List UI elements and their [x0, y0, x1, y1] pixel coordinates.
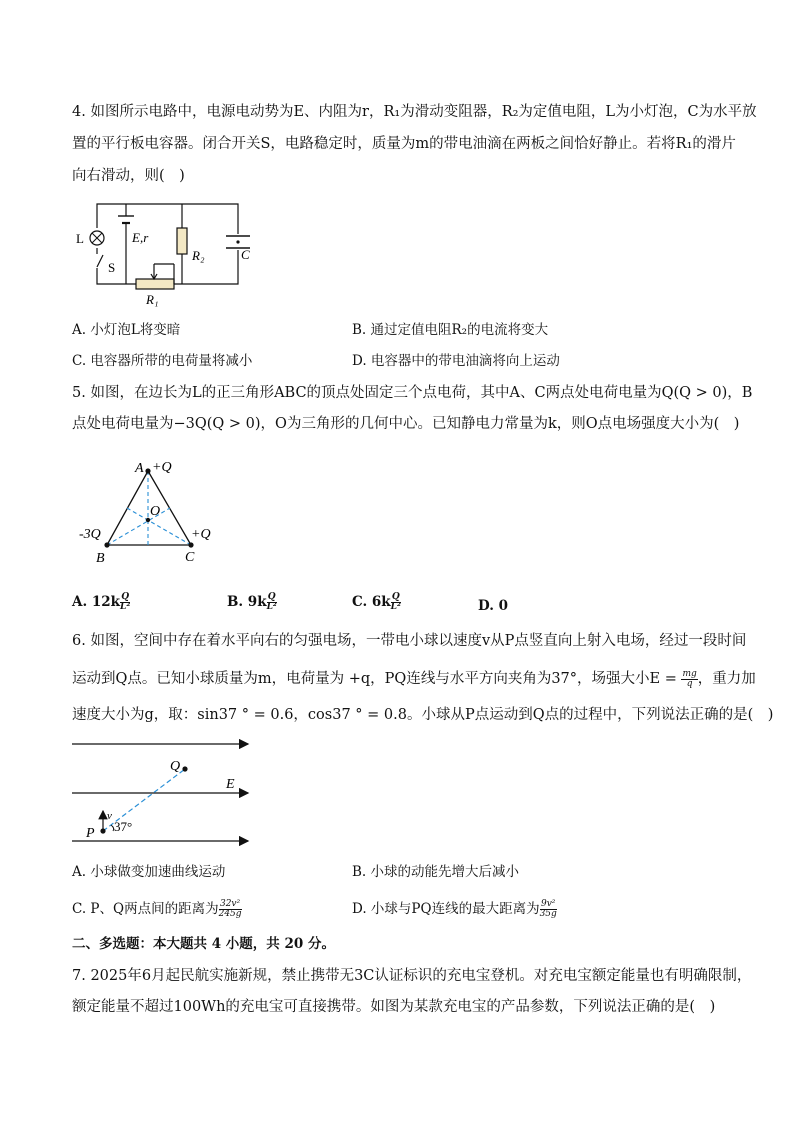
q5-option-a-text: A. 12k: [72, 594, 121, 610]
label-Er: E,r: [132, 230, 149, 245]
fraction-mg-over-q: $\frac{mg}{q}$: [682, 668, 697, 689]
label-S: S: [108, 260, 116, 275]
q4-line-3: 向右滑动，则( ): [72, 168, 185, 184]
q6-line-1: 6. 如图，空间中存在着水平向右的匀强电场，一带电小球以速度v从P点竖直向上射入电场，经过一段时间: [72, 633, 747, 649]
q5-line-1: 5. 如图，在边长为L的正三角形ABC的顶点处固定三个点电荷，其中A、C两点处电荷电量为Q(Q > 0)，B: [72, 385, 753, 401]
electric-field-diagram: [68, 735, 258, 847]
fraction-q-over-l2: $\frac{Q}{\text{L²}}$: [390, 592, 401, 612]
label-B: B: [96, 551, 105, 566]
label-O: O: [150, 504, 161, 519]
q7-line-2: 额定能量不超过100Wh的充电宝可直接携带。如图为某款充电宝的产品参数，下列说法正确的是( ): [72, 999, 716, 1015]
q4-option-b: B. 通过定值电阻R₂的电流将变大: [352, 322, 549, 338]
fraction-32v2-over-245g: $\frac{\text{32v²}}{245g}$: [218, 899, 242, 919]
label-L: L: [76, 231, 84, 246]
triangle-diagram: [74, 452, 234, 568]
circuit-diagram: [74, 198, 274, 310]
q5-line-2: 点处电荷电量为−3Q(Q > 0)，O为三角形的几何中心。已知静电力常量为k，则O点电场强度大小为( ): [72, 416, 740, 432]
q6-line-2: [72, 668, 756, 690]
q4-option-d: D. 电容器中的带电油滴将向上运动: [352, 353, 560, 369]
fraction-9v2-over-35g: $\frac{\text{9v²}}{35g}$: [539, 899, 557, 919]
q4-line-1: 4. 如图所示电路中，电源电动势为E、内阻为r，R₁为滑动变阻器，R₂为定值电阻，L为小灯泡，C为水平放: [72, 104, 757, 120]
fraction-q-over-l2: $\frac{Q}{\text{L²}}$: [120, 592, 131, 612]
label-angle: 37°: [114, 819, 133, 834]
q5-option-d: D. 0: [478, 598, 509, 614]
q5-option-a: [72, 592, 130, 612]
label-R1: R₁: [146, 292, 159, 307]
label-C: C: [185, 550, 195, 565]
q6-option-c-text: C. P、Q两点间的距离为: [72, 901, 219, 917]
q5-option-c-text: C. 6k: [352, 594, 391, 610]
label-v: v: [107, 810, 112, 822]
q6-line-2-text: 运动到Q点。已知小球质量为m，电荷量为 +q，PQ连线与水平方向夹角为37°，场强大小E =: [72, 671, 677, 687]
label-R2: R₂: [192, 248, 205, 263]
label-E: E: [226, 777, 235, 792]
q7-line-1: 7. 2025年6月起民航实施新规，禁止携带无3C认证标识的充电宝登机。对充电宝额定能量也有明确限制，: [72, 968, 752, 984]
label-A: A: [135, 461, 144, 476]
label-P: P: [86, 826, 95, 841]
q6-line-2-end: ，重力加: [697, 671, 756, 687]
q5-option-c: [352, 592, 401, 612]
q6-line-3: 速度大小为g，取：sin37 ° = 0.6，cos37 ° = 0.8。小球从P点运动到Q点的过程中，下列说法正确的是( ): [72, 707, 774, 723]
q4-option-c: C. 电容器所带的电荷量将减小: [72, 353, 253, 369]
q6-option-d: [352, 899, 557, 919]
section-heading: 二、多选题：本大题共 4 小题，共 20 分。: [72, 936, 335, 952]
q5-option-b: [227, 592, 277, 612]
q5-option-b-text: B. 9k: [227, 594, 267, 610]
fraction-q-over-l2: $\frac{Q}{\text{L²}}$: [266, 592, 277, 612]
q6-option-c: [72, 899, 242, 919]
label-qA: +Q: [152, 460, 172, 475]
q4-option-a: A. 小灯泡L将变暗: [72, 322, 181, 338]
q4-line-2: 置的平行板电容器。闭合开关S，电路稳定时，质量为m的带电油滴在两板之间恰好静止。若将R₁的滑片: [72, 136, 736, 152]
label-C: C: [241, 247, 250, 262]
q6-option-a: A. 小球做变加速曲线运动: [72, 864, 226, 880]
q6-option-d-text: D. 小球与PQ连线的最大距离为: [352, 901, 540, 917]
label-qC: +Q: [191, 527, 211, 542]
label-qB: -3Q: [79, 527, 101, 542]
label-Q: Q: [170, 759, 181, 774]
q6-option-b: B. 小球的动能先增大后减小: [352, 864, 520, 880]
